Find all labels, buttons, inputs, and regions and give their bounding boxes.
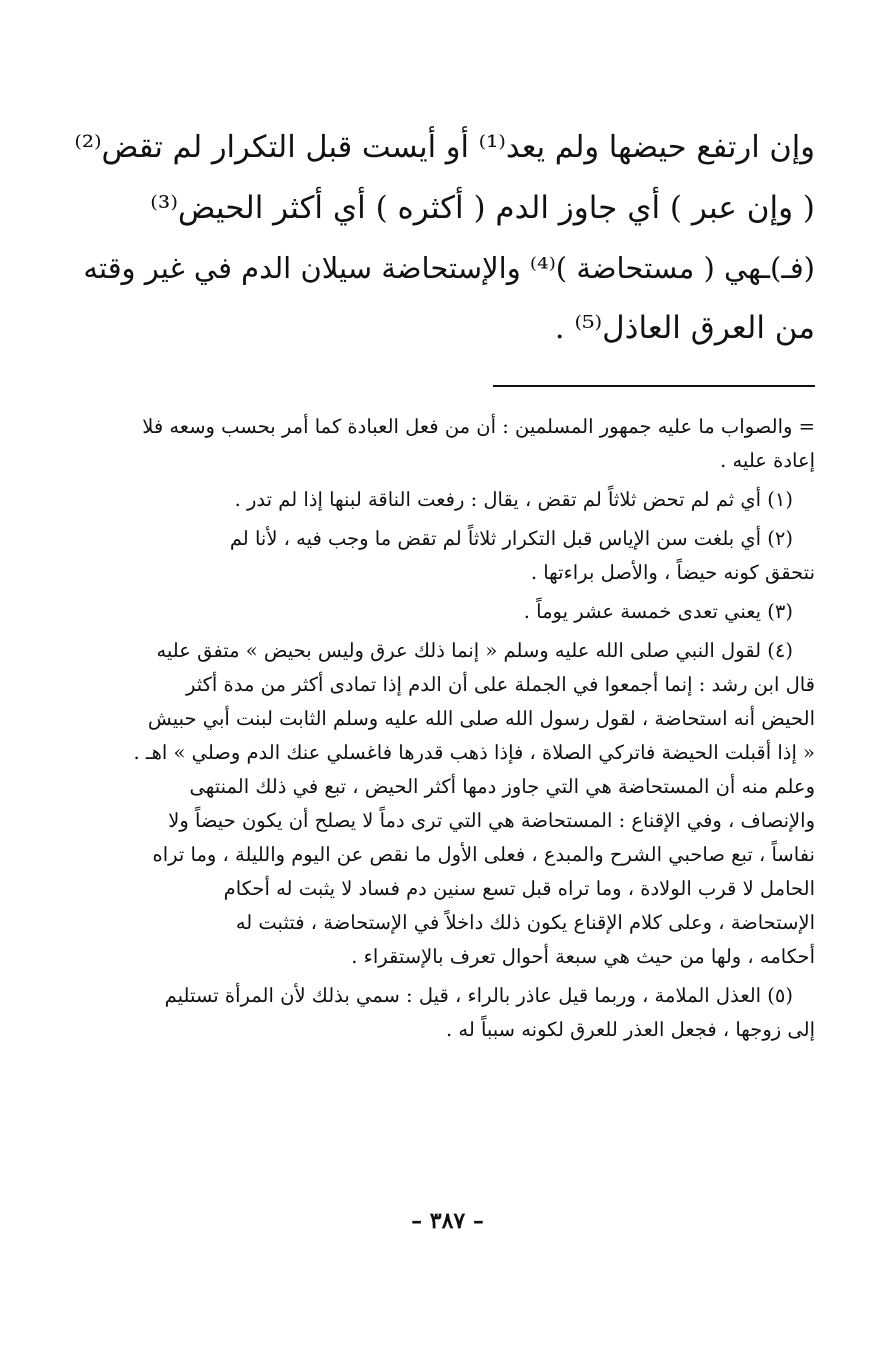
footnote-continuation <box>75 410 815 478</box>
footnote-line: إلى زوجها ، فجعل العذر للعرق لكونه سبباً له . <box>445 1018 815 1041</box>
footnote-1 <box>75 483 815 517</box>
footnotes-section <box>75 410 815 1052</box>
footnote-2 <box>75 522 815 590</box>
footnote-line: = والصواب ما عليه جمهور المسلمين : أن من فعل العبادة كما أمر بحسب وسعه فلا <box>142 415 815 438</box>
footnote-line: الإستحاضة ، وعلى كلام الإقناع يكون ذلك داخلاً في الإستحاضة ، فتثبت له <box>235 911 815 934</box>
footnote-line: أحكامه ، ولها من حيث هي سبعة أحوال تعرف بالإستقراء . <box>351 945 815 968</box>
main-text <box>75 118 815 358</box>
footnote-line: الحامل لا قرب الولادة ، وما تراه قبل تسع سنين دم فساد لا يثبت له أحكام <box>223 877 815 900</box>
footnote-5 <box>75 979 815 1047</box>
footnote-line: (٢) أي بلغت سن الإياس قبل التكرار ثلاثاً لم تقض ما وجب فيه ، لأنا لم <box>229 527 793 550</box>
page-number: – ٣٨٧ – <box>411 1208 484 1234</box>
main-text-line: وإن ارتفع حيضها ولم يعد⁽¹⁾ أو أيست قبل التكرار لم تقض⁽²⁾ <box>74 130 815 165</box>
footnote-line: (١) أي ثم لم تحض ثلاثاً لم تقض ، يقال : رفعت الناقة لبنها إذا لم تدر . <box>234 488 793 511</box>
footnote-line: (٥) العذل الملامة ، وربما قيل عاذر بالراء ، قيل : سمي بذلك لأن المرأة تستليم <box>164 984 793 1007</box>
footnote-line: والإنصاف ، وفي الإقناع : المستحاضة هي التي ترى دماً لا يصلح أن يكون حيضاً ولا <box>168 809 815 832</box>
main-text-line: ( وإن عبر ) أي جاوز الدم ( أكثره ) أي أكثر الحيض⁽³⁾ <box>150 190 815 226</box>
footnote-line: نفاساً ، تبع صاحبي الشرح والمبدع ، فعلى الأول ما نقص عن اليوم والليلة ، وما تراه <box>152 843 815 866</box>
footnote-line: إعادة عليه . <box>720 449 815 472</box>
footnote-separator <box>493 385 815 387</box>
footnote-line: الحيض أنه استحاضة ، لقول رسول الله صلى الله عليه وسلم الثابت لبنت أبي حبيش <box>147 707 815 730</box>
footnote-line: (٤) لقول النبي صلى الله عليه وسلم « إنما ذلك عرق وليس بحيض » متفق عليه <box>156 639 793 662</box>
main-text-line: من العرق العاذل⁽⁵⁾ . <box>554 310 815 346</box>
footnote-3 <box>75 595 815 629</box>
main-text-line: (فـ)ـهي ( مستحاضة )⁽⁴⁾ والإستحاضة سيلان الدم في غير وقته <box>83 251 815 285</box>
footnote-line: « إذا أقبلت الحيضة فاتركي الصلاة ، فإذا ذهب قدرها فاغسلي عنك الدم وصلي » اهـ . <box>133 741 815 764</box>
footnote-4 <box>75 634 815 974</box>
footnote-line: (٣) يعني تعدى خمسة عشر يوماً . <box>523 600 793 623</box>
footnote-line: قال ابن رشد : إنما أجمعوا في الجملة على أن الدم إذا تمادى أكثر من مدة أكثر <box>186 673 815 696</box>
footnote-line: نتحقق كونه حيضاً ، والأصل براءتها . <box>530 561 815 584</box>
footnote-line: وعلم منه أن المستحاضة هي التي جاوز دمها أكثر الحيض ، تبع في ذلك المنتهى <box>189 775 815 798</box>
